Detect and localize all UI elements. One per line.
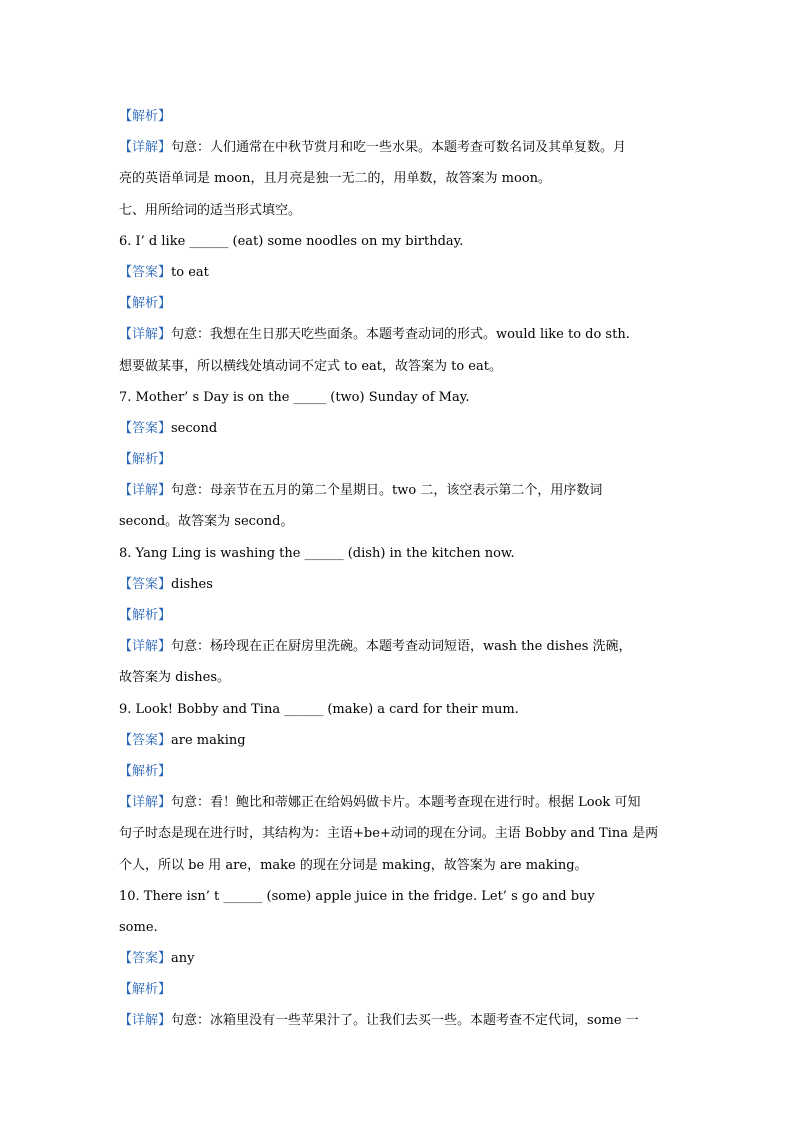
text-line bbox=[119, 694, 679, 725]
line-text: 亮的英语单词是 moon，且月亮是独一无二的，用单数，故答案为 moon。 bbox=[119, 171, 551, 187]
section-tag: 【答案】 bbox=[119, 420, 172, 436]
line-text: 句意：看！鲍比和蒂娜正在给妈妈做卡片。本题考查现在进行时。根据 Look 可知 bbox=[171, 795, 641, 811]
line-text: 七、用所给词的适当形式填空。 bbox=[119, 202, 302, 218]
text-line bbox=[119, 101, 679, 132]
line-text: 9. Look! Bobby and Tina ______ (make) a card for their mum. bbox=[119, 701, 519, 717]
line-text: any bbox=[171, 951, 195, 967]
section-tag: 【解析】 bbox=[119, 763, 172, 779]
text-line bbox=[119, 912, 679, 943]
section-tag: 【答案】 bbox=[119, 732, 172, 748]
line-text: 句意：我想在生日那天吃些面条。本题考查动词的形式。would like to do sth. bbox=[171, 327, 630, 343]
text-line bbox=[119, 569, 679, 600]
text-line bbox=[119, 662, 679, 693]
text-line bbox=[119, 850, 679, 881]
line-text: 想要做某事，所以横线处填动词不定式 to eat，故答案为 to eat。 bbox=[119, 358, 502, 374]
text-line bbox=[119, 226, 679, 257]
text-line bbox=[119, 881, 679, 912]
line-text: 个人，所以 be 用 are，make 的现在分词是 making，故答案为 are making。 bbox=[119, 857, 588, 873]
line-text: second。故答案为 second。 bbox=[119, 514, 294, 530]
section-tag: 【答案】 bbox=[119, 576, 172, 592]
text-line bbox=[119, 257, 679, 288]
section-tag: 【解析】 bbox=[119, 109, 172, 124]
line-text: 8. Yang Ling is washing the ______ (dish) in the kitchen now. bbox=[119, 545, 515, 561]
line-text: 句子时态是现在进行时，其结构为：主语+be+动词的现在分词。主语 Bobby and Tina 是两 bbox=[119, 826, 659, 842]
text-line bbox=[119, 195, 679, 226]
line-text: second bbox=[171, 420, 218, 436]
line-text: to eat bbox=[171, 264, 209, 280]
document-page bbox=[119, 101, 679, 1037]
section-tag: 【详解】 bbox=[119, 795, 172, 811]
section-tag: 【解析】 bbox=[119, 608, 172, 623]
text-line bbox=[119, 382, 679, 413]
section-tag: 【答案】 bbox=[119, 264, 172, 280]
text-line bbox=[119, 506, 679, 537]
line-text: are making bbox=[171, 732, 246, 748]
section-tag: 【详解】 bbox=[119, 327, 172, 343]
text-line bbox=[119, 351, 679, 382]
text-line bbox=[119, 444, 679, 475]
line-text: 7. Mother’ s Day is on the _____ (two) Sunday of May. bbox=[119, 389, 470, 405]
line-text: 句意：冰箱里没有一些苹果汁了。让我们去买一些。本题考查不定代词，some 一 bbox=[171, 1013, 639, 1029]
line-text: 句意：母亲节在五月的第二个星期日。two 二，该空表示第二个，用序数词 bbox=[171, 483, 603, 499]
section-tag: 【详解】 bbox=[119, 483, 172, 499]
line-text: 句意：人们通常在中秋节赏月和吃一些水果。本题考查可数名词及其单复数。月 bbox=[171, 140, 627, 156]
line-text: 6. I’ d like ______ (eat) some noodles on my birthday. bbox=[119, 233, 464, 249]
text-line bbox=[119, 943, 679, 974]
text-line bbox=[119, 631, 679, 662]
section-tag: 【解析】 bbox=[119, 296, 172, 312]
text-line bbox=[119, 132, 679, 163]
text-line bbox=[119, 600, 679, 631]
line-text: dishes bbox=[171, 576, 213, 592]
text-line bbox=[119, 413, 679, 444]
line-text: 故答案为 dishes。 bbox=[119, 670, 231, 686]
line-text: 句意：杨玲现在正在厨房里洗碗。本题考查动词短语，wash the dishes 洗碗， bbox=[171, 639, 632, 655]
line-text: 10. There isn’ t ______ (some) apple juice in the fridge. Let’ s go and buy bbox=[119, 888, 595, 904]
section-tag: 【详解】 bbox=[119, 1013, 172, 1029]
text-line bbox=[119, 818, 679, 849]
section-tag: 【解析】 bbox=[119, 452, 172, 468]
text-line bbox=[119, 288, 679, 319]
text-line bbox=[119, 787, 679, 818]
line-text: some. bbox=[119, 919, 158, 935]
text-line bbox=[119, 319, 679, 350]
section-tag: 【详解】 bbox=[119, 140, 172, 156]
text-line bbox=[119, 756, 679, 787]
section-tag: 【解析】 bbox=[119, 982, 172, 998]
section-tag: 【详解】 bbox=[119, 639, 172, 655]
text-line bbox=[119, 1005, 679, 1036]
text-line bbox=[119, 725, 679, 756]
text-line bbox=[119, 974, 679, 1005]
section-tag: 【答案】 bbox=[119, 951, 172, 967]
text-line bbox=[119, 163, 679, 194]
text-line bbox=[119, 538, 679, 569]
text-line bbox=[119, 475, 679, 506]
